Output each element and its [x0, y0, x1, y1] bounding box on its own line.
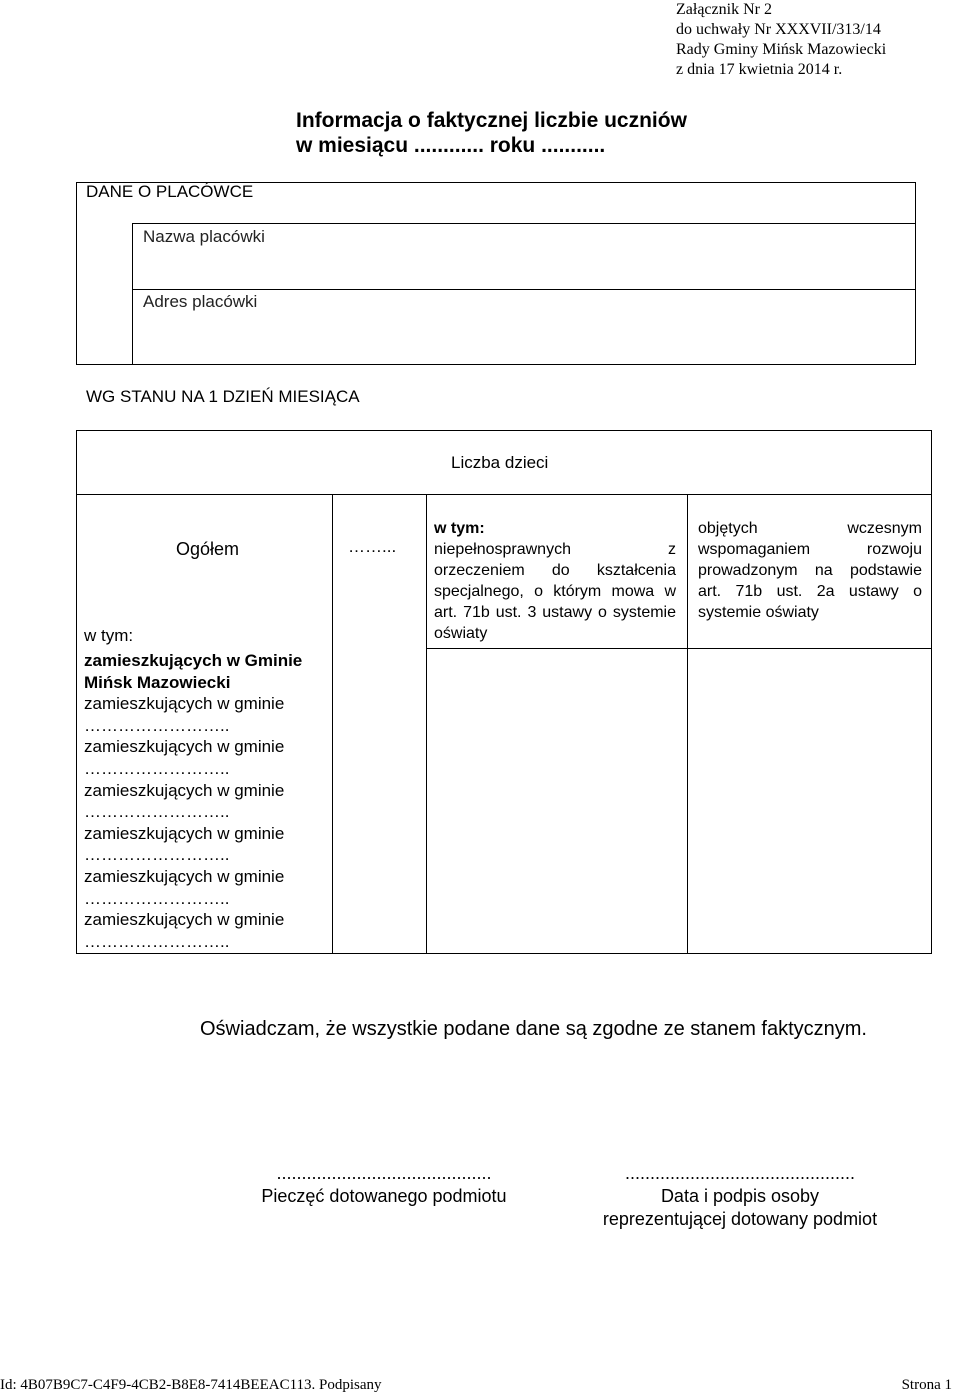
divider [76, 182, 916, 183]
facility-address-field[interactable] [300, 294, 900, 360]
document-title [296, 108, 687, 158]
residence-rows [84, 650, 324, 952]
list-item: zamieszkujących w gminie …………………….. [84, 823, 285, 865]
rows-heading: w tym: [84, 626, 134, 645]
facility-section-label: DANE O PLACÓWCE [86, 182, 254, 201]
divider [132, 223, 916, 224]
signature-dots[interactable]: ........................................... [276, 1163, 492, 1183]
signature-dots[interactable]: .............................................. [624, 1163, 856, 1183]
facility-name-label: Nazwa placówki [143, 227, 265, 246]
annex-header [676, 0, 886, 80]
divider [132, 223, 133, 364]
divider [76, 364, 916, 365]
disabled-column-header [434, 518, 676, 644]
divider [931, 430, 932, 953]
divider [915, 182, 916, 364]
divider [76, 430, 77, 953]
total-value[interactable]: ……... [348, 537, 397, 556]
document-id-footer: Id: 4B07B9C7-C4F9-4CB2-B8E8-7414BEEAC113. Podpisany [0, 1377, 382, 1393]
signature-label: reprezentującej dotowany podmiot [602, 1209, 878, 1229]
person-signature [580, 1162, 900, 1231]
declaration: Oświadczam, że wszystkie podane dane są zgodne ze stanem faktycznym. [200, 1018, 867, 1040]
list-item: zamieszkujących w gminie …………………….. [84, 737, 285, 778]
stamp-signature [236, 1162, 532, 1208]
annex-line: z dnia 17 kwietnia 2014 r. [676, 61, 843, 78]
divider [426, 494, 427, 953]
column-text: niepełnosprawnych z orzeczeniem do kształcenia specjalnego, o którym mowa w art. 71b ust. 3 ustawy o systemie oświaty [434, 541, 676, 642]
list-item: zamieszkujących w gminie …………………….. [84, 866, 285, 908]
list-item: zamieszkujących w gminie …………………….. [84, 910, 285, 951]
signature-label: Pieczęć dotowanego podmiotu [261, 1186, 507, 1206]
total-label: Ogółem [176, 539, 240, 559]
divider [76, 953, 932, 954]
divider [76, 182, 77, 364]
divider [132, 289, 916, 290]
annex-line: Rady Gminy Mińsk Mazowiecki [676, 41, 887, 58]
facility-name-field[interactable] [300, 228, 900, 284]
divider [76, 494, 932, 495]
facility-address-label: Adres placówki [143, 292, 258, 311]
state-label: WG STANU NA 1 DZIEŃ MIESIĄCA [86, 387, 360, 406]
signature-label: Data i podpis osoby [660, 1186, 820, 1206]
title-line-1: Informacja o faktycznej liczbie uczniów [296, 109, 687, 132]
column-heading: w tym: [434, 520, 485, 537]
divider [426, 648, 932, 649]
divider [332, 494, 333, 953]
list-item: zamieszkujących w gminie …………………….. [84, 694, 285, 735]
list-item: zamieszkujących w gminie …………………….. [84, 780, 285, 822]
annex-line: do uchwały Nr XXXVII/313/14 [676, 21, 881, 38]
list-item: zamieszkujących w Gminie Mińsk Mazowiecki [84, 651, 303, 692]
page-number: Strona 1 [901, 1377, 952, 1393]
divider [76, 430, 932, 431]
title-line-2: w miesiącu ............ roku ........... [296, 134, 606, 157]
divider [687, 494, 688, 953]
annex-line: Załącznik Nr 2 [676, 1, 772, 18]
early-support-column-header: objętych wczesnym wspomaganiem rozwoju prowadzonym na podstawie art. 71b ust. 2a ustawy o systemie oświaty [698, 520, 922, 621]
table-header: Liczba dzieci [451, 453, 549, 472]
